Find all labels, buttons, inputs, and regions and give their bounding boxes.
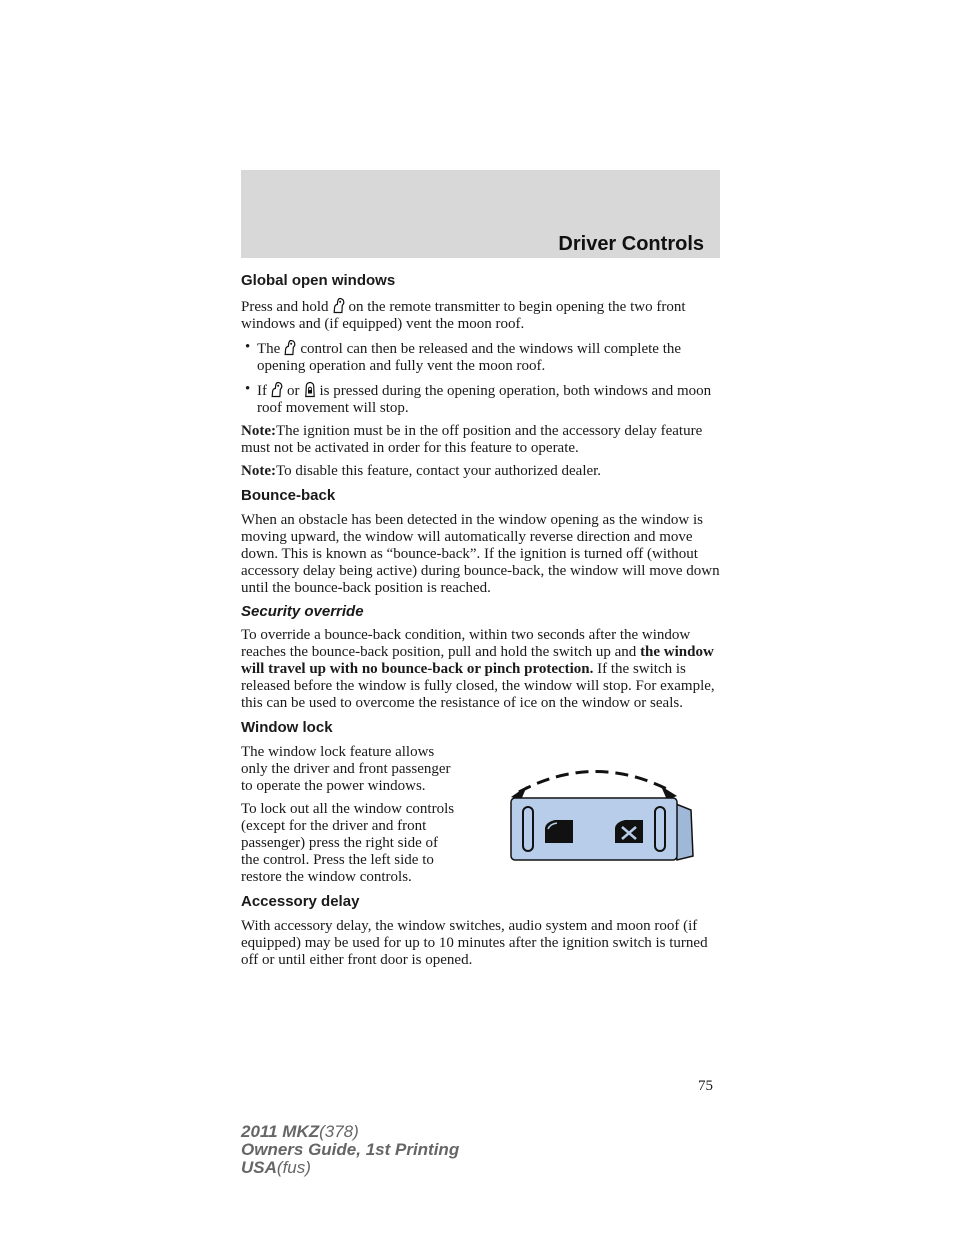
footer-guide-line: Owners Guide, 1st Printing: [241, 1140, 460, 1159]
bullet-dot: •: [245, 381, 251, 397]
window-lock-text: [241, 744, 456, 886]
footer-region-line: USA(fus): [241, 1158, 311, 1177]
unlock-key-icon: [269, 381, 285, 399]
window-lock-p1: The window lock feature allows only the driver and front passenger to operate the power windows.: [241, 744, 451, 794]
unlock-key-icon: [282, 339, 298, 357]
heading-security-override: Security override: [241, 603, 364, 620]
window-lock-switch-illustration: [505, 764, 701, 864]
footer-print-info: [241, 1123, 459, 1177]
window-lock-p2: To lock out all the window controls (except for the driver and front passenger) press the right side of the control. Press the left side to restore the window controls.: [241, 801, 455, 885]
heading-window-lock: Window lock: [241, 719, 333, 736]
note-disable-feature: Note:To disable this feature, contact your authorized dealer.: [241, 463, 602, 479]
bullet-stop-movement: • If or is pressed during the opening operation, both windows and moon roof movement will stop.: [245, 381, 712, 416]
lock-key-icon: [302, 381, 318, 399]
heading-accessory-delay: Accessory delay: [241, 893, 360, 910]
bullet-dot: •: [245, 339, 251, 355]
bullet-release-control: • The control can then be released and the windows will complete the opening operation and fully vent the moon roof.: [245, 339, 682, 374]
heading-global-open-windows: Global open windows: [241, 272, 396, 289]
global-open-intro: Press and hold on the remote transmitter to begin opening the two front windows and (if equipped) vent the moon roof.: [241, 299, 686, 332]
section-title: Driver Controls: [558, 233, 704, 255]
note-ignition-off: Note:The ignition must be in the off position and the accessory delay feature must not be activated in order for this feature to operate.: [241, 423, 703, 456]
accessory-delay-text: With accessory delay, the window switches, audio system and moon roof (if equipped) may be used for up to 10 minutes after the ignition switch is turned off or until either front door is opened.: [241, 918, 708, 968]
security-override-text: To override a bounce-back condition, within two seconds after the window reaches the bounce-back position, pull and hold the switch up and the window will travel up with no bounce-back or pinch protection. If the switch is released before the window is fully closed, the window will stop. For example, this can be used to overcome the resistance of ice on the window or seals.: [241, 627, 715, 711]
page-number: 75: [698, 1078, 713, 1094]
header-band: [241, 170, 720, 258]
footer-model-line: 2011 MKZ(378): [241, 1122, 359, 1141]
page-content: [241, 265, 720, 975]
unlock-key-icon: [331, 297, 347, 315]
window-lock-section: [241, 744, 720, 886]
heading-bounce-back: Bounce-back: [241, 487, 336, 504]
bounce-back-text: When an obstacle has been detected in the window opening as the window is moving upward, the window will automatically reverse direction and move down. This is known as “bounce-back”. If the ignition is turned off (without accessory delay being active) during bounce-back, the window will move down until the bounce-back position is reached.: [241, 512, 720, 596]
